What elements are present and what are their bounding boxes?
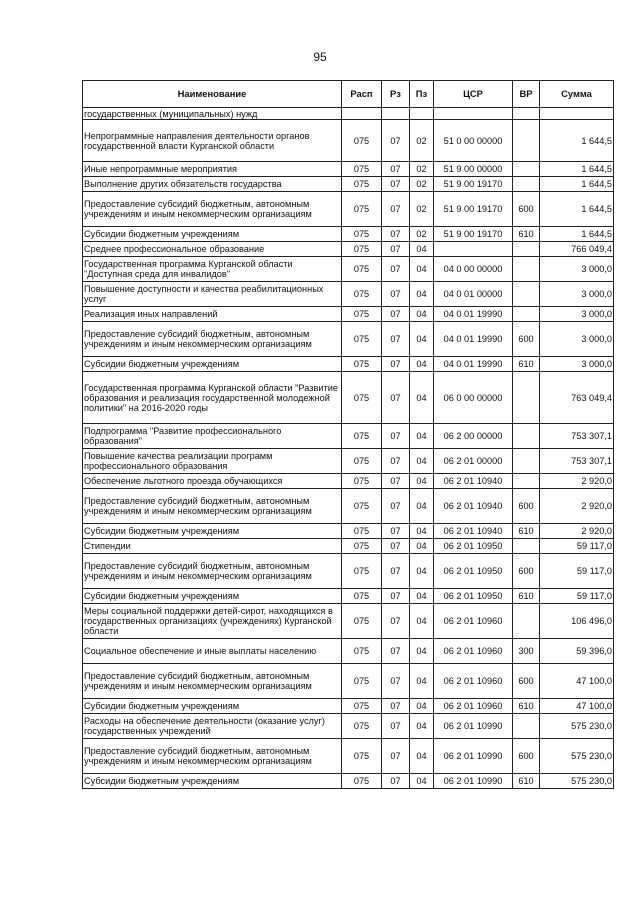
row-vr [513,307,540,322]
row-name: Расходы на обеспечение деятельности (оказание услуг) государственных учреждений [83,714,342,739]
row-pz: 04 [410,554,434,589]
table-row [83,489,614,524]
row-rz [382,108,410,120]
budget-table [82,80,614,789]
row-sum: 3 000,0 [540,282,614,307]
row-rz: 07 [382,604,410,639]
row-rasp: 075 [342,774,382,789]
row-vr [513,120,540,162]
row-csr: 51 9 00 19170 [434,177,513,192]
row-rz: 07 [382,177,410,192]
row-rz: 07 [382,162,410,177]
row-rasp: 075 [342,489,382,524]
row-rasp [342,108,382,120]
row-csr: 06 2 01 10960 [434,664,513,699]
row-pz: 04 [410,242,434,257]
row-rz: 07 [382,322,410,357]
row-vr: 610 [513,227,540,242]
row-csr [434,242,513,257]
row-name: Предоставление субсидий бюджетным, автономным учреждениям и иным некоммерческим организациям [83,489,342,524]
row-name: Субсидии бюджетным учреждениям [83,357,342,372]
row-rz: 07 [382,639,410,664]
row-rz: 07 [382,257,410,282]
row-sum: 59 117,0 [540,539,614,554]
row-csr: 06 2 01 10940 [434,489,513,524]
row-sum: 3 000,0 [540,357,614,372]
row-sum: 753 307,1 [540,424,614,449]
row-sum: 766 049,4 [540,242,614,257]
row-vr [513,424,540,449]
row-rasp: 075 [342,554,382,589]
row-vr [513,604,540,639]
table-row [83,589,614,604]
table-row [83,449,614,474]
table-row [83,774,614,789]
row-rasp: 075 [342,192,382,227]
row-rasp: 075 [342,177,382,192]
row-pz: 04 [410,489,434,524]
row-name: Субсидии бюджетным учреждениям [83,589,342,604]
row-vr [513,257,540,282]
row-rasp: 075 [342,539,382,554]
row-rasp: 075 [342,664,382,699]
row-pz: 02 [410,120,434,162]
row-csr: 06 2 01 10940 [434,474,513,489]
row-rasp: 075 [342,282,382,307]
row-csr: 51 9 00 00000 [434,162,513,177]
row-csr: 06 2 01 10960 [434,699,513,714]
row-rasp: 075 [342,699,382,714]
row-vr [513,474,540,489]
row-name: государственных (муниципальных) нужд [83,108,342,120]
row-vr: 600 [513,489,540,524]
row-rz: 07 [382,282,410,307]
row-rasp: 075 [342,357,382,372]
row-vr [513,714,540,739]
row-rz: 07 [382,227,410,242]
row-rz: 07 [382,554,410,589]
row-vr: 600 [513,739,540,774]
row-sum: 1 644,5 [540,227,614,242]
row-pz: 04 [410,664,434,699]
row-pz: 04 [410,524,434,539]
row-sum: 59 396,0 [540,639,614,664]
row-pz: 04 [410,424,434,449]
row-name: Меры социальной поддержки детей-сирот, находящихся в государственных организациях (учреждениях) Курганской области [83,604,342,639]
header-vr: ВР [513,81,540,108]
row-csr: 06 2 01 10960 [434,639,513,664]
row-sum: 1 644,5 [540,192,614,227]
row-pz: 04 [410,322,434,357]
row-sum: 47 100,0 [540,664,614,699]
row-rasp: 075 [342,714,382,739]
row-sum: 2 920,0 [540,524,614,539]
row-csr: 04 0 01 19990 [434,357,513,372]
row-rz: 07 [382,449,410,474]
table-body [83,108,614,789]
row-csr: 06 2 01 10990 [434,714,513,739]
row-name: Непрограммные направления деятельности органов государственной власти Курганской области [83,120,342,162]
row-vr: 610 [513,699,540,714]
row-sum: 1 644,5 [540,162,614,177]
table-row [83,242,614,257]
row-rz: 07 [382,192,410,227]
row-rasp: 075 [342,322,382,357]
row-name: Подпрограмма "Развитие профессионального образования" [83,424,342,449]
row-pz: 04 [410,282,434,307]
table-row [83,424,614,449]
row-name: Социальное обеспечение и иные выплаты населению [83,639,342,664]
row-rz: 07 [382,489,410,524]
row-vr: 600 [513,192,540,227]
row-sum [540,108,614,120]
row-pz: 04 [410,589,434,604]
row-rasp: 075 [342,589,382,604]
row-rz: 07 [382,699,410,714]
row-vr [513,162,540,177]
table-row [83,524,614,539]
row-sum: 2 920,0 [540,474,614,489]
row-rz: 07 [382,539,410,554]
row-csr: 04 0 01 00000 [434,282,513,307]
row-vr: 610 [513,774,540,789]
row-name: Предоставление субсидий бюджетным, автономным учреждениям и иным некоммерческим организациям [83,664,342,699]
row-rz: 07 [382,589,410,604]
row-rasp: 075 [342,639,382,664]
row-sum: 763 049,4 [540,372,614,424]
row-rasp: 075 [342,739,382,774]
row-rz: 07 [382,714,410,739]
row-pz: 02 [410,192,434,227]
row-pz: 02 [410,227,434,242]
row-csr: 51 0 00 00000 [434,120,513,162]
row-name: Предоставление субсидий бюджетным, автономным учреждениям и иным некоммерческим организациям [83,322,342,357]
table-row [83,639,614,664]
row-rasp: 075 [342,424,382,449]
table-row [83,282,614,307]
row-rz: 07 [382,120,410,162]
row-vr: 610 [513,357,540,372]
table-row [83,372,614,424]
row-vr: 600 [513,664,540,699]
row-vr [513,177,540,192]
row-sum: 47 100,0 [540,699,614,714]
table-row [83,739,614,774]
row-csr: 51 9 00 19170 [434,192,513,227]
row-name: Субсидии бюджетным учреждениям [83,227,342,242]
row-rz: 07 [382,774,410,789]
row-name: Реализация иных направлений [83,307,342,322]
row-rz: 07 [382,242,410,257]
row-rz: 07 [382,664,410,699]
row-rasp: 075 [342,120,382,162]
row-rasp: 075 [342,307,382,322]
row-rz: 07 [382,307,410,322]
table-row [83,604,614,639]
row-csr: 51 9 00 19170 [434,227,513,242]
row-pz: 04 [410,714,434,739]
row-sum: 106 496,0 [540,604,614,639]
row-sum: 1 644,5 [540,120,614,162]
row-name: Повышение качества реализации программ профессионального образования [83,449,342,474]
row-vr [513,539,540,554]
table-row [83,699,614,714]
row-csr: 04 0 00 00000 [434,257,513,282]
row-name: Государственная программа Курганской области "Доступная среда для инвалидов" [83,257,342,282]
row-vr [513,449,540,474]
row-sum: 3 000,0 [540,322,614,357]
page-number: 95 [313,50,327,64]
row-name: Иные непрограммные мероприятия [83,162,342,177]
table-row [83,539,614,554]
table-header-row [83,81,614,108]
row-name: Предоставление субсидий бюджетным, автономным учреждениям и иным некоммерческим организациям [83,192,342,227]
row-sum: 59 117,0 [540,554,614,589]
row-csr: 06 0 00 00000 [434,372,513,424]
row-name: Субсидии бюджетным учреждениям [83,699,342,714]
row-csr: 06 2 01 00000 [434,449,513,474]
table-row [83,257,614,282]
row-vr: 610 [513,589,540,604]
row-rasp: 075 [342,242,382,257]
table-row [83,714,614,739]
row-rasp: 075 [342,372,382,424]
row-name: Государственная программа Курганской области "Развитие образования и реализация государственной молодежной политики" на 2016-2020 годы [83,372,342,424]
table-row [83,192,614,227]
row-sum: 2 920,0 [540,489,614,524]
row-pz: 04 [410,604,434,639]
header-rz: Рз [382,81,410,108]
row-vr [513,242,540,257]
row-sum: 59 117,0 [540,589,614,604]
row-pz: 04 [410,539,434,554]
row-rasp: 075 [342,162,382,177]
row-csr: 06 2 01 10940 [434,524,513,539]
table-row [83,554,614,589]
row-name: Субсидии бюджетным учреждениям [83,524,342,539]
row-csr: 06 2 01 10990 [434,739,513,774]
row-vr: 600 [513,554,540,589]
row-pz: 02 [410,177,434,192]
row-pz: 04 [410,257,434,282]
table-row [83,474,614,489]
row-rz: 07 [382,739,410,774]
header-rasp: Расп [342,81,382,108]
table-row [83,177,614,192]
row-name: Субсидии бюджетным учреждениям [83,774,342,789]
row-pz: 04 [410,449,434,474]
table-row [83,307,614,322]
row-sum: 575 230,0 [540,714,614,739]
row-rasp: 075 [342,524,382,539]
table-row [83,227,614,242]
header-name: Наименование [83,81,342,108]
table-row [83,162,614,177]
row-rz: 07 [382,474,410,489]
row-name: Обеспечение льготного проезда обучающихся [83,474,342,489]
row-csr [434,108,513,120]
row-sum: 3 000,0 [540,307,614,322]
row-pz: 04 [410,474,434,489]
table-row [83,108,614,120]
row-pz: 04 [410,372,434,424]
row-pz: 04 [410,639,434,664]
row-pz: 04 [410,699,434,714]
row-vr: 300 [513,639,540,664]
row-pz: 04 [410,774,434,789]
row-name: Стипендии [83,539,342,554]
row-csr: 04 0 01 19990 [434,307,513,322]
row-pz [410,108,434,120]
row-rasp: 075 [342,474,382,489]
row-name: Повышение доступности и качества реабилитационных услуг [83,282,342,307]
row-vr: 610 [513,524,540,539]
table-row [83,322,614,357]
row-csr: 06 2 01 10950 [434,554,513,589]
row-pz: 04 [410,739,434,774]
row-csr: 06 2 01 10950 [434,589,513,604]
table-row [83,120,614,162]
row-csr: 06 2 01 10990 [434,774,513,789]
row-csr: 06 2 01 10950 [434,539,513,554]
table-row [83,357,614,372]
row-sum: 753 307,1 [540,449,614,474]
row-rz: 07 [382,372,410,424]
row-csr: 06 2 00 00000 [434,424,513,449]
row-pz: 04 [410,307,434,322]
header-csr: ЦСР [434,81,513,108]
header-sum: Сумма [540,81,614,108]
row-csr: 06 2 01 10960 [434,604,513,639]
row-rz: 07 [382,424,410,449]
row-rasp: 075 [342,227,382,242]
row-pz: 04 [410,357,434,372]
row-rasp: 075 [342,449,382,474]
row-csr: 04 0 01 19990 [434,322,513,357]
header-pz: Пз [410,81,434,108]
row-rasp: 075 [342,257,382,282]
row-name: Среднее профессиональное образование [83,242,342,257]
row-name: Предоставление субсидий бюджетным, автономным учреждениям и иным некоммерческим организациям [83,554,342,589]
row-sum: 1 644,5 [540,177,614,192]
row-name: Предоставление субсидий бюджетным, автономным учреждениям и иным некоммерческим организациям [83,739,342,774]
row-sum: 3 000,0 [540,257,614,282]
row-sum: 575 230,0 [540,774,614,789]
row-rz: 07 [382,357,410,372]
row-vr [513,282,540,307]
table-row [83,664,614,699]
row-vr [513,372,540,424]
row-vr: 600 [513,322,540,357]
row-rasp: 075 [342,604,382,639]
row-sum: 575 230,0 [540,739,614,774]
row-pz: 02 [410,162,434,177]
row-rz: 07 [382,524,410,539]
row-name: Выполнение других обязательств государства [83,177,342,192]
row-vr [513,108,540,120]
